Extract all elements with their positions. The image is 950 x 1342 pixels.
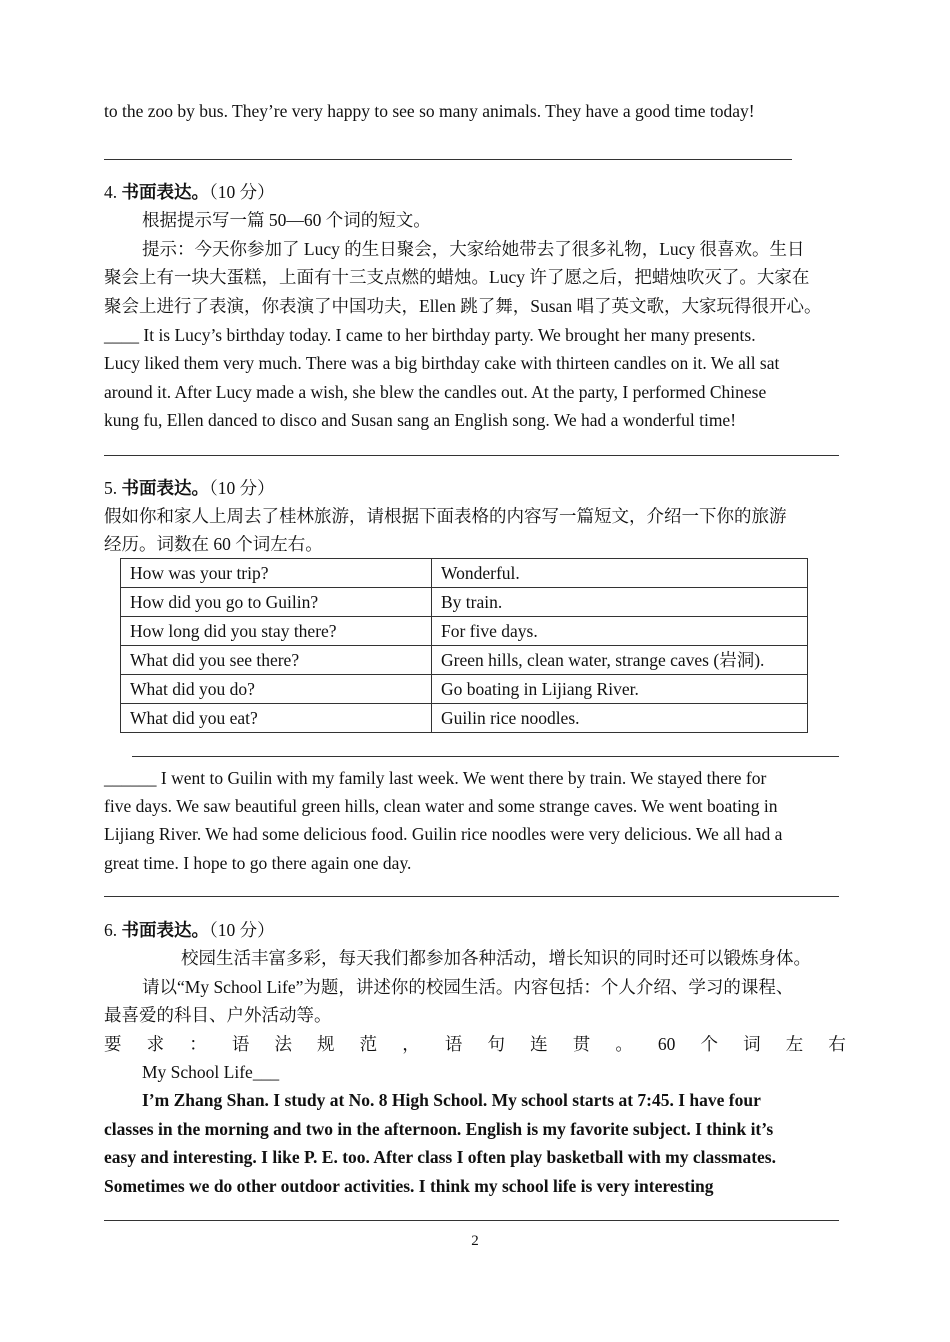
- q4-hint-line: 聚会上进行了表演，你表演了中国功夫，Ellen 跳了舞，Susan 唱了英文歌，大家玩得很开心。: [104, 296, 822, 316]
- trip-info-table: [120, 558, 808, 733]
- q6-prompt-line: 请以“My School Life”为题，讲述你的校园生活。内容包括：个人介绍、学习的课程、: [142, 977, 794, 997]
- table-row: [121, 559, 808, 588]
- requirement-char: ：: [189, 1034, 207, 1054]
- q5-answer-line: five days. We saw beautiful green hills, clean water and some strange caves. We went boating in: [104, 796, 778, 816]
- requirement-char: 60: [657, 1034, 676, 1054]
- q4-heading: [104, 181, 275, 203]
- q4-hint-line: 提示：今天你参加了 Lucy 的生日聚会，大家给她带去了很多礼物，Lucy 很喜欢。生日: [142, 239, 805, 259]
- table-question-cell: What did you do?: [121, 675, 432, 704]
- q6-answer-line: easy and interesting. I like P. E. too. After class I often play basketball with my classmates.: [104, 1147, 776, 1167]
- table-answer-cell: Guilin rice noodles.: [432, 704, 808, 733]
- table-row: [121, 588, 808, 617]
- table-answer-cell: Wonderful.: [432, 559, 808, 588]
- q5-title: 书面表达。: [121, 478, 209, 498]
- table-answer-cell: For five days.: [432, 617, 808, 646]
- requirement-char: 范: [359, 1034, 378, 1054]
- q4-score: （10 分）: [209, 182, 275, 202]
- answer-divider: [104, 455, 839, 456]
- q4-title: 书面表达。: [121, 182, 209, 202]
- q5-answer-line: Lijiang River. We had some delicious food. Guilin rice noodles were very delicious. We all had a: [104, 824, 783, 844]
- table-row: [121, 675, 808, 704]
- requirement-char: 。: [615, 1034, 633, 1054]
- q4-hint-line: 聚会上有一块大蛋糕，上面有十三支点燃的蜡烛。Lucy 许了愿之后，把蜡烛吹灭了。大家在: [104, 267, 810, 287]
- q5-answer-line: ______ I went to Guilin with my family last week. We went there by train. We stayed there for: [104, 768, 767, 788]
- requirement-char: 语: [231, 1034, 250, 1054]
- requirement-char: 语: [444, 1034, 463, 1054]
- q5-heading: [104, 477, 275, 499]
- q6-prompt-line: 最喜爱的科目、户外活动等。: [104, 1005, 332, 1025]
- requirement-char: 求: [146, 1034, 165, 1054]
- q6-heading: [104, 919, 275, 941]
- q6-score: （10 分）: [209, 920, 275, 940]
- q6-requirements: [104, 1033, 846, 1055]
- q5-answer-line: great time. I hope to go there again one day.: [104, 853, 412, 873]
- requirement-char: 贯: [572, 1034, 591, 1054]
- q5-score: （10 分）: [209, 478, 275, 498]
- q4-answer-line: Lucy liked them very much. There was a big birthday cake with thirteen candles on it. We all sat: [104, 353, 780, 373]
- intro-tail-text: to the zoo by bus. They’re very happy to see so many animals. They have a good time today!: [104, 101, 755, 121]
- requirement-char: 要: [104, 1034, 122, 1054]
- table-row: [121, 704, 808, 733]
- answer-divider: [104, 1220, 839, 1221]
- q6-prompt-line: 校园生活丰富多彩，每天我们都参加各种活动，增长知识的同时还可以锻炼身体。: [181, 948, 811, 968]
- table-answer-cell: By train.: [432, 588, 808, 617]
- table-question-cell: What did you eat?: [121, 704, 432, 733]
- q4-answer-line: kung fu, Ellen danced to disco and Susan sang an English song. We had a wonderful time!: [104, 410, 737, 430]
- table-row: [121, 646, 808, 675]
- table-question-cell: How long did you stay there?: [121, 617, 432, 646]
- requirement-char: 规: [317, 1034, 335, 1054]
- table-question-cell: How did you go to Guilin?: [121, 588, 432, 617]
- requirement-char: 个: [700, 1034, 719, 1054]
- requirement-char: 法: [274, 1034, 292, 1054]
- q5-prompt-line: 经历。词数在 60 个词左右。: [104, 534, 323, 554]
- table-question-cell: How was your trip?: [121, 559, 432, 588]
- table-question-cell: What did you see there?: [121, 646, 432, 675]
- requirement-char: ，: [402, 1034, 420, 1054]
- table-row: [121, 617, 808, 646]
- q5-prompt-line: 假如你和家人上周去了桂林旅游，请根据下面表格的内容写一篇短文，介绍一下你的旅游: [104, 506, 787, 526]
- q4-answer-line: around it. After Lucy made a wish, she blew the candles out. At the party, I performed Chinese: [104, 382, 767, 402]
- table-answer-cell: Green hills, clean water, strange caves (岩洞).: [432, 646, 808, 675]
- q6-number: 6.: [104, 920, 118, 940]
- answer-divider: [132, 756, 839, 757]
- q4-instruction: 根据提示写一篇 50—60 个词的短文。: [142, 210, 431, 230]
- q4-number: 4.: [104, 182, 118, 202]
- q6-answer-line: classes in the morning and two in the afternoon. English is my favorite subject. I think it’s: [104, 1119, 774, 1139]
- requirement-char: 右: [828, 1034, 846, 1054]
- q6-answer-line: Sometimes we do other outdoor activities. I think my school life is very interesting: [104, 1176, 714, 1196]
- table-answer-cell: Go boating in Lijiang River.: [432, 675, 808, 704]
- q4-answer-line: ____ It is Lucy’s birthday today. I came to her birthday party. We brought her many presents.: [104, 325, 756, 345]
- page-number: 2: [471, 1233, 479, 1249]
- requirement-char: 连: [530, 1034, 548, 1054]
- q6-answer-line: I’m Zhang Shan. I study at No. 8 High School. My school starts at 7:45. I have four: [142, 1090, 761, 1110]
- answer-divider: [104, 896, 839, 897]
- q5-number: 5.: [104, 478, 118, 498]
- q6-essay-title: My School Life___: [142, 1062, 280, 1082]
- requirement-char: 词: [743, 1034, 761, 1054]
- answer-divider: [104, 159, 792, 160]
- requirement-char: 左: [785, 1034, 804, 1054]
- requirement-char: 句: [487, 1034, 505, 1054]
- q6-title: 书面表达。: [121, 920, 209, 940]
